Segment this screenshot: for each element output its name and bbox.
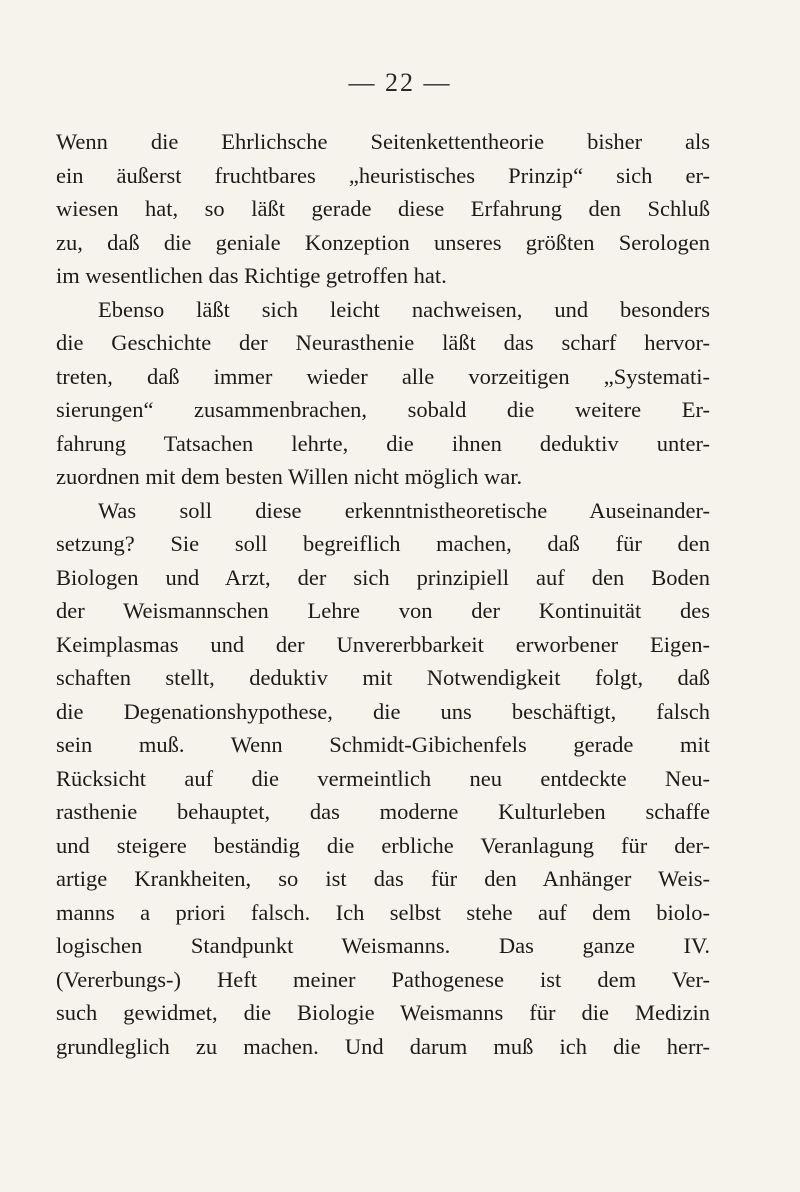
body-text <box>56 125 710 1063</box>
text-line: (Vererbungs-) Heft meiner Pathogenese ist dem Ver- <box>56 966 710 992</box>
text-line: im wesentlichen das Richtige getroffen hat. <box>56 263 447 288</box>
text-line: Rücksicht auf die vermeintlich neu entdeckte Neu- <box>56 765 710 791</box>
text-line: rasthenie behauptet, das moderne Kulturleben schaffe <box>56 799 710 824</box>
text-line: manns a priori falsch. Ich selbst stehe auf dem biolo- <box>56 899 710 925</box>
text-line: und steigere beständig die erbliche Veranlagung für der- <box>56 832 710 858</box>
text-line: ein äußerst fruchtbares „heuristisches Prinzip“ sich er- <box>56 162 710 188</box>
text-line: artige Krankheiten, so ist das für den Anhänger Weis- <box>56 866 710 891</box>
text-line: Wenn die Ehrlichsche Seitenkettentheorie bisher als <box>56 129 710 154</box>
text-line: logischen Standpunkt Weismanns. Das ganze IV. <box>56 933 710 958</box>
text-line: such gewidmet, die Biologie Weismanns für die Medizin <box>56 1000 710 1025</box>
text-line: zu, daß die geniale Konzeption unseres größten Serologen <box>56 229 710 255</box>
text-line: Was soll diese erkenntnistheoretische Auseinander- <box>98 497 710 523</box>
text-line: wiesen hat, so läßt gerade diese Erfahrung den Schluß <box>56 196 710 221</box>
text-line: schaften stellt, deduktiv mit Notwendigkeit folgt, daß <box>56 665 710 690</box>
text-line: Keimplasmas und der Unvererbbarkeit erworbener Eigen- <box>56 631 710 657</box>
text-line: die Degenationshypothese, die uns beschäftigt, falsch <box>56 698 710 724</box>
text-line: Ebenso läßt sich leicht nachweisen, und besonders <box>98 296 710 322</box>
text-line: sierungen“ zusammenbrachen, sobald die weitere Er- <box>56 397 710 422</box>
text-line: fahrung Tatsachen lehrte, die ihnen deduktiv unter- <box>56 430 710 456</box>
text-line: grundleglich zu machen. Und darum muß ich die herr- <box>56 1033 710 1059</box>
text-line: sein muß. Wenn Schmidt-Gibichenfels gerade mit <box>56 732 710 757</box>
text-line: Biologen und Arzt, der sich prinzipiell auf den Boden <box>56 564 710 590</box>
text-line: treten, daß immer wieder alle vorzeitigen „Systemati- <box>56 363 710 389</box>
text-line: zuordnen mit dem besten Willen nicht möglich war. <box>56 464 523 489</box>
text-line: der Weismannschen Lehre von der Kontinuität des <box>56 598 710 623</box>
text-line: setzung? Sie soll begreiflich machen, daß für den <box>56 531 710 556</box>
page-number: — 22 — <box>348 68 452 97</box>
text-line: die Geschichte der Neurasthenie läßt das scharf hervor- <box>56 330 710 355</box>
